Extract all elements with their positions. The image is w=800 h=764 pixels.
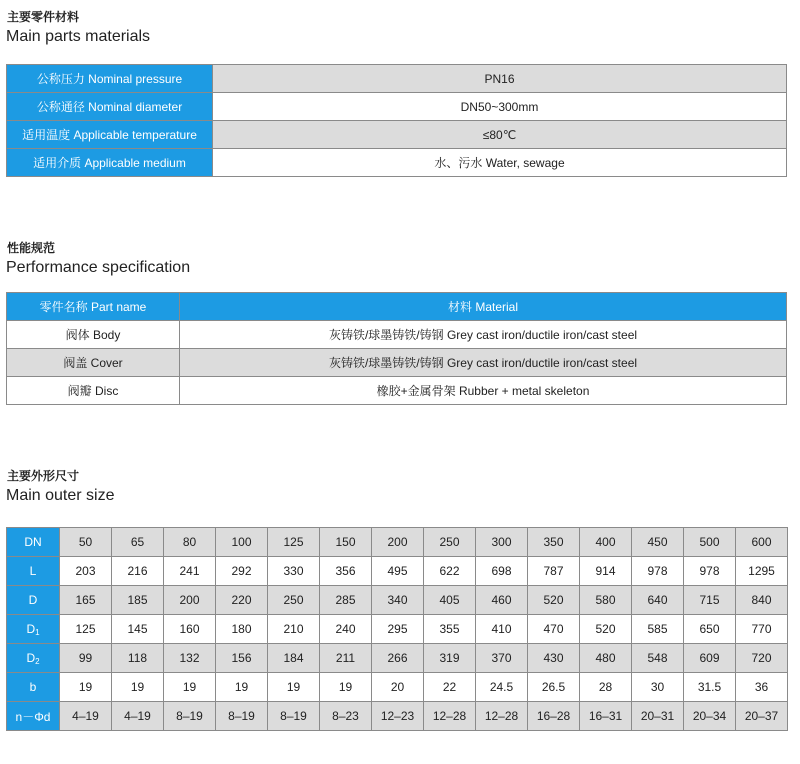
table-cell: 20–31 bbox=[632, 702, 684, 731]
table-cell: 50 bbox=[60, 528, 112, 557]
table-row bbox=[7, 149, 787, 177]
table-cell: 16–28 bbox=[528, 702, 580, 731]
dimension-label-subscript: 2 bbox=[35, 656, 40, 666]
dimension-label-text: b bbox=[29, 680, 37, 694]
table-cell: 19 bbox=[164, 673, 216, 702]
table-header-row bbox=[7, 293, 787, 321]
table-cell: 20 bbox=[372, 673, 424, 702]
row-label: 公称通径 Nominal diameter bbox=[7, 93, 213, 121]
table-cell: 19 bbox=[320, 673, 372, 702]
header-part-name: 零件名称 Part name bbox=[7, 293, 180, 321]
table-row bbox=[7, 377, 787, 405]
table-cell: 241 bbox=[164, 557, 216, 586]
table-cell: 12–23 bbox=[372, 702, 424, 731]
table-cell: 8–19 bbox=[268, 702, 320, 731]
table-row bbox=[7, 321, 787, 349]
table-cell: 300 bbox=[476, 528, 528, 557]
table-cell: 28 bbox=[580, 673, 632, 702]
table-cell: 19 bbox=[216, 673, 268, 702]
section2-title-en: Performance specification bbox=[6, 259, 191, 276]
dimension-label bbox=[7, 557, 60, 586]
table-cell: 8–19 bbox=[164, 702, 216, 731]
table-row bbox=[7, 349, 787, 377]
table-cell: 132 bbox=[164, 644, 216, 673]
table-cell: 200 bbox=[164, 586, 216, 615]
table-cell: 355 bbox=[424, 615, 476, 644]
dimension-label bbox=[7, 528, 60, 557]
table-cell: 840 bbox=[736, 586, 788, 615]
dimension-label bbox=[7, 673, 60, 702]
table-cell: 210 bbox=[268, 615, 320, 644]
part-name-cell: 阀体 Body bbox=[7, 321, 180, 349]
table-cell: 720 bbox=[736, 644, 788, 673]
table-cell: 370 bbox=[476, 644, 528, 673]
table-cell: 36 bbox=[736, 673, 788, 702]
outer-size-table bbox=[6, 527, 788, 731]
performance-spec-table bbox=[6, 292, 787, 405]
table-row bbox=[7, 65, 787, 93]
table-cell: 150 bbox=[320, 528, 372, 557]
table-cell: 24.5 bbox=[476, 673, 528, 702]
table-cell: 200 bbox=[372, 528, 424, 557]
table-cell: 715 bbox=[684, 586, 736, 615]
dimension-label-text: n－Φd bbox=[15, 709, 51, 724]
table-cell: 340 bbox=[372, 586, 424, 615]
table-cell: 698 bbox=[476, 557, 528, 586]
table-cell: 180 bbox=[216, 615, 268, 644]
dimension-label-text: D bbox=[28, 593, 38, 607]
table-cell: 216 bbox=[112, 557, 164, 586]
table-cell: 405 bbox=[424, 586, 476, 615]
table-cell: 978 bbox=[684, 557, 736, 586]
table-cell: 978 bbox=[632, 557, 684, 586]
material-cell: 灰铸铁/球墨铸铁/铸钢 Grey cast iron/ductile iron/cast steel bbox=[180, 321, 787, 349]
table-cell: 145 bbox=[112, 615, 164, 644]
table-cell: 20–37 bbox=[736, 702, 788, 731]
table-cell: 350 bbox=[528, 528, 580, 557]
table-cell: 319 bbox=[424, 644, 476, 673]
dimension-label-text: DN bbox=[24, 535, 42, 549]
part-name-cell: 阀瓣 Disc bbox=[7, 377, 180, 405]
dimension-label-text: D bbox=[26, 650, 36, 665]
material-cell: 橡胶+金属骨架 Rubber + metal skeleton bbox=[180, 377, 787, 405]
table-cell: 266 bbox=[372, 644, 424, 673]
table-cell: 520 bbox=[580, 615, 632, 644]
table-cell: 285 bbox=[320, 586, 372, 615]
table-cell: 250 bbox=[424, 528, 476, 557]
table-cell: 295 bbox=[372, 615, 424, 644]
row-label: 适用介质 Applicable medium bbox=[7, 149, 213, 177]
table-row bbox=[7, 586, 788, 615]
table-cell: 495 bbox=[372, 557, 424, 586]
table-cell: 160 bbox=[164, 615, 216, 644]
table-cell: 125 bbox=[60, 615, 112, 644]
table-cell: 1295 bbox=[736, 557, 788, 586]
table-cell: 500 bbox=[684, 528, 736, 557]
table-cell: 520 bbox=[528, 586, 580, 615]
table-cell: 292 bbox=[216, 557, 268, 586]
table-cell: 156 bbox=[216, 644, 268, 673]
dimension-label-text: L bbox=[29, 564, 37, 578]
table-cell: 548 bbox=[632, 644, 684, 673]
table-cell: 211 bbox=[320, 644, 372, 673]
table-cell: 356 bbox=[320, 557, 372, 586]
table-cell: 585 bbox=[632, 615, 684, 644]
table-cell: 240 bbox=[320, 615, 372, 644]
dimension-label-text: D bbox=[26, 621, 36, 636]
table-cell: 26.5 bbox=[528, 673, 580, 702]
table-cell: 185 bbox=[112, 586, 164, 615]
table-cell: 480 bbox=[580, 644, 632, 673]
table-cell: 12–28 bbox=[424, 702, 476, 731]
table-cell: 65 bbox=[112, 528, 164, 557]
table-row bbox=[7, 673, 788, 702]
table-cell: 100 bbox=[216, 528, 268, 557]
table-cell: 16–31 bbox=[580, 702, 632, 731]
table-cell: 80 bbox=[164, 528, 216, 557]
table-cell: 400 bbox=[580, 528, 632, 557]
row-label: 公称压力 Nominal pressure bbox=[7, 65, 213, 93]
table-cell: 4–19 bbox=[112, 702, 164, 731]
part-name-cell: 阀盖 Cover bbox=[7, 349, 180, 377]
table-cell: 184 bbox=[268, 644, 320, 673]
table-cell: 770 bbox=[736, 615, 788, 644]
row-value: ≤80℃ bbox=[213, 121, 787, 149]
table-cell: 430 bbox=[528, 644, 580, 673]
table-row bbox=[7, 557, 788, 586]
section1-title-cn: 主要零件材料 bbox=[7, 10, 80, 24]
table-cell: 165 bbox=[60, 586, 112, 615]
table-cell: 12–28 bbox=[476, 702, 528, 731]
table-cell: 622 bbox=[424, 557, 476, 586]
table-cell: 118 bbox=[112, 644, 164, 673]
table-cell: 640 bbox=[632, 586, 684, 615]
table-cell: 19 bbox=[112, 673, 164, 702]
section2-title-cn: 性能规范 bbox=[7, 241, 56, 255]
table-row bbox=[7, 528, 788, 557]
table-cell: 470 bbox=[528, 615, 580, 644]
table-cell: 125 bbox=[268, 528, 320, 557]
dimension-label bbox=[7, 644, 60, 673]
table-cell: 30 bbox=[632, 673, 684, 702]
table-cell: 450 bbox=[632, 528, 684, 557]
table-cell: 609 bbox=[684, 644, 736, 673]
section1-title-en: Main parts materials bbox=[6, 28, 151, 45]
dimension-label-subscript: 1 bbox=[35, 627, 40, 637]
parts-materials-table bbox=[6, 64, 787, 177]
dimension-label bbox=[7, 702, 60, 731]
table-row bbox=[7, 121, 787, 149]
table-row bbox=[7, 702, 788, 731]
table-cell: 22 bbox=[424, 673, 476, 702]
table-row bbox=[7, 93, 787, 121]
table-cell: 600 bbox=[736, 528, 788, 557]
table-cell: 203 bbox=[60, 557, 112, 586]
dimension-label bbox=[7, 615, 60, 644]
table-row bbox=[7, 644, 788, 673]
table-cell: 4–19 bbox=[60, 702, 112, 731]
table-cell: 8–23 bbox=[320, 702, 372, 731]
dimension-label bbox=[7, 586, 60, 615]
table-cell: 410 bbox=[476, 615, 528, 644]
table-cell: 31.5 bbox=[684, 673, 736, 702]
section3-title-en: Main outer size bbox=[6, 487, 115, 504]
table-cell: 99 bbox=[60, 644, 112, 673]
table-cell: 20–34 bbox=[684, 702, 736, 731]
table-cell: 580 bbox=[580, 586, 632, 615]
table-cell: 650 bbox=[684, 615, 736, 644]
table-cell: 330 bbox=[268, 557, 320, 586]
table-cell: 19 bbox=[268, 673, 320, 702]
row-value: PN16 bbox=[213, 65, 787, 93]
section3-title-cn: 主要外形尺寸 bbox=[7, 469, 80, 483]
table-row bbox=[7, 615, 788, 644]
row-value: DN50~300mm bbox=[213, 93, 787, 121]
table-cell: 460 bbox=[476, 586, 528, 615]
table-cell: 250 bbox=[268, 586, 320, 615]
table-cell: 19 bbox=[60, 673, 112, 702]
header-material: 材料 Material bbox=[180, 293, 787, 321]
table-cell: 787 bbox=[528, 557, 580, 586]
table-cell: 8–19 bbox=[216, 702, 268, 731]
material-cell: 灰铸铁/球墨铸铁/铸钢 Grey cast iron/ductile iron/cast steel bbox=[180, 349, 787, 377]
row-label: 适用温度 Applicable temperature bbox=[7, 121, 213, 149]
row-value: 水、污水 Water, sewage bbox=[213, 149, 787, 177]
table-cell: 914 bbox=[580, 557, 632, 586]
table-cell: 220 bbox=[216, 586, 268, 615]
